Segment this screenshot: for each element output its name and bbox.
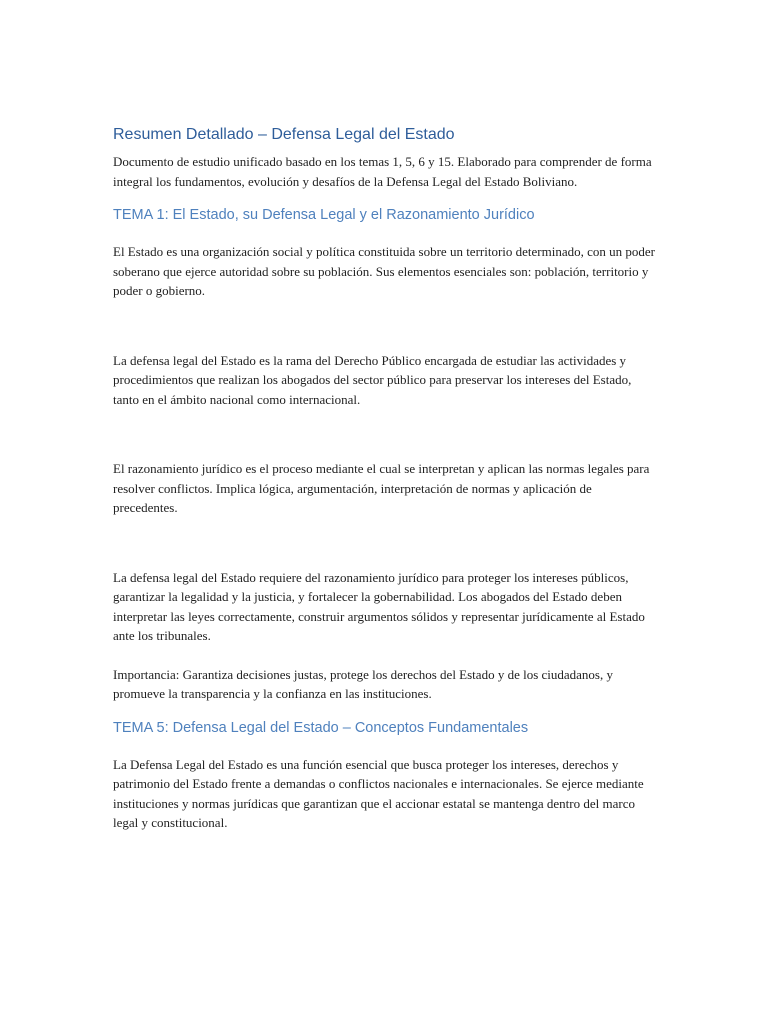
- paragraph: El razonamiento jurídico es el proceso mediante el cual se interpretan y aplican las normas legales para resolver conflictos. Implica lógica, argumentación, interpretación de normas y aplicación de precedentes.: [113, 461, 650, 515]
- section-heading-tema-1: TEMA 1: El Estado, su Defensa Legal y el Razonamiento Jurídico: [113, 207, 535, 223]
- paragraph: La defensa legal del Estado es la rama del Derecho Público encargada de estudiar las actividades y procedimientos que realizan los abogados del sector público para preservar los intereses del Estado, tanto en el ámbito nacional como internacional.: [113, 352, 632, 407]
- section-heading-tema-5: TEMA 5: Defensa Legal del Estado – Conceptos Fundamentales: [113, 719, 529, 736]
- paragraph: La defensa legal del Estado requiere del razonamiento jurídico para proteger los intereses públicos, garantizar la legalidad y la justicia, y fortalecer la gobernabilidad. Los abogados del Estado deben interpretar las leyes correctamente, construir argumentos sólidos y representar jurídicamente al Estado ante los tribunales.: [113, 569, 645, 643]
- document-page: [113, 124, 658, 833]
- importance-paragraph: Importancia: Garantiza decisiones justas, protege los derechos del Estado y de los ciudadanos, y promueve la transparencia y la confianza en las instituciones.: [113, 666, 613, 701]
- document-title: Resumen Detallado – Defensa Legal del Estado: [113, 126, 455, 143]
- intro-paragraph: Documento de estudio unificado basado en los temas 1, 5, 6 y 15. Elaborado para comprender de forma integral los fundamentos, evolución y desafíos de la Defensa Legal del Estado Boliviano.: [113, 154, 652, 189]
- paragraph: La Defensa Legal del Estado es una función esencial que busca proteger los intereses, derechos y patrimonio del Estado frente a demandas o conflictos nacionales e internacionales. Se ejerce mediante instituciones y normas jurídicas que garantizan que el accionar estatal se mantenga dentro del marco legal y constitucional.: [113, 756, 644, 830]
- paragraph: El Estado es una organización social y política constituida sobre un territorio determinado, con un poder soberano que ejerce autoridad sobre su población. Sus elementos esenciales son: población, territorio y poder o gobierno.: [113, 244, 655, 298]
